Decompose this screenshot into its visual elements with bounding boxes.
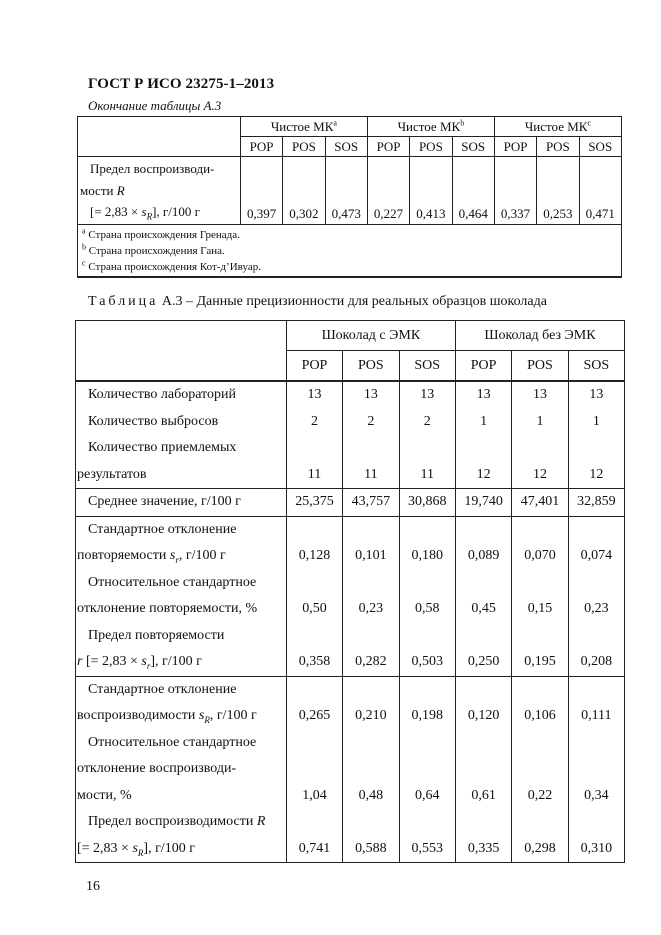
table1-subheader: POS	[410, 137, 452, 157]
table2-subheader: POP	[455, 351, 511, 382]
row-label: отклонение воспроизводи-	[76, 756, 287, 783]
table2-caption: Таблица А.3 – Данные прецизионности для реальных образцов шоколада	[88, 294, 547, 309]
table1-value: 0,464	[452, 157, 494, 225]
cell: 19,740	[455, 489, 511, 517]
cell: 1,04	[286, 783, 342, 810]
cell: 13	[343, 381, 399, 409]
cell: 0,198	[399, 703, 455, 730]
table2-row-rsd-R	[76, 783, 625, 810]
table2-group-header-row	[76, 321, 625, 351]
cell: 0,180	[399, 543, 455, 570]
table1-subheader: POP	[494, 137, 536, 157]
cell: 11	[286, 462, 342, 489]
table2-row-labs	[76, 381, 625, 409]
row-label: Среднее значение, г/100 г	[76, 489, 287, 517]
cell: 0,120	[455, 703, 511, 730]
table2-row-r-limit-label	[76, 623, 625, 650]
table1-subheader: SOS	[579, 137, 621, 157]
table2-group-with-cbe: Шоколад с ЭМК	[286, 321, 455, 351]
row-label: Стандартное отклонение	[76, 516, 287, 543]
cell: 12	[568, 462, 624, 489]
cell: 0,588	[343, 836, 399, 863]
cell: 0,61	[455, 783, 511, 810]
table1-value: 0,253	[537, 157, 579, 225]
cell: 0,195	[512, 649, 568, 676]
cell: 13	[512, 381, 568, 409]
cell: 1	[568, 409, 624, 436]
document-title: ГОСТ Р ИСО 23275-1–2013	[88, 76, 275, 92]
table1-subheader: POS	[537, 137, 579, 157]
cell: 12	[455, 462, 511, 489]
cell: 0,45	[455, 596, 511, 623]
table1-footnotes	[78, 225, 622, 278]
table1-group-1: Чистое $МК^a$	[240, 117, 367, 137]
footnote-a: $^a$ Страна происхождения Гренада.	[82, 226, 240, 241]
row-label: [= $2,83 \times s_R$], г/100 г	[76, 836, 287, 863]
cell: 0,22	[512, 783, 568, 810]
cell: 0,106	[512, 703, 568, 730]
table2-row-rsd-R-label2	[76, 756, 625, 783]
row-label: Количество выбросов	[76, 409, 287, 436]
cell: 43,757	[343, 489, 399, 517]
table1-caption: Окончание таблицы А.3	[88, 98, 222, 113]
cell: 0,64	[399, 783, 455, 810]
table2-row-outliers	[76, 409, 625, 436]
table2-row-sr-label	[76, 516, 625, 543]
table2-row-R-limit-label	[76, 809, 625, 836]
cell: 0,58	[399, 596, 455, 623]
table1-subheader: POP	[240, 137, 282, 157]
table1-notes-row	[78, 225, 622, 278]
table2-group-without-cbe: Шоколад без ЭМК	[455, 321, 624, 351]
table1-value: 0,397	[240, 157, 282, 225]
cell: 0,50	[286, 596, 342, 623]
cell: 0,128	[286, 543, 342, 570]
table1-value: 0,413	[410, 157, 452, 225]
row-label: мости, %	[76, 783, 287, 810]
cell: 0,23	[568, 596, 624, 623]
cell: 47,401	[512, 489, 568, 517]
table2-row-rsd-r	[76, 596, 625, 623]
row-label: r [= $2,83 \times s_r$], г/100 г	[76, 649, 287, 676]
table2-subheader: SOS	[399, 351, 455, 382]
cell: 30,868	[399, 489, 455, 517]
table1-value: 0,227	[367, 157, 409, 225]
row-label: повторяемости $s_r$, г/100 г	[76, 543, 287, 570]
cell: 0,741	[286, 836, 342, 863]
cell: 11	[343, 462, 399, 489]
cell: 0,503	[399, 649, 455, 676]
table1-row-label: Предел воспроизводи- мости R [= $2,83 \times s_R$], г/100 г	[78, 157, 241, 225]
row-label: Предел повторяемости	[76, 623, 287, 650]
table2-subheader: POP	[286, 351, 342, 382]
row-label: Количество приемлемых	[76, 435, 287, 462]
cell: 13	[399, 381, 455, 409]
row-label: воспроизводимости $s_R$, г/100 г	[76, 703, 287, 730]
cell: 0,15	[512, 596, 568, 623]
table1-row-reproducibility-limit	[78, 157, 622, 225]
table2-row-sr	[76, 543, 625, 570]
cell: 0,070	[512, 543, 568, 570]
table2-subheader: SOS	[568, 351, 624, 382]
cell: 0,34	[568, 783, 624, 810]
cell: 0,310	[568, 836, 624, 863]
cell: 13	[286, 381, 342, 409]
table1-group-3: Чистое $МК^c$	[494, 117, 621, 137]
table2-row-r-limit	[76, 649, 625, 676]
table2-row-accepted	[76, 462, 625, 489]
row-label: отклонение повторяемости, %	[76, 596, 287, 623]
table2-row-rsd-r-label	[76, 570, 625, 597]
page-number: 16	[86, 879, 100, 894]
cell: 0,101	[343, 543, 399, 570]
cell: 2	[399, 409, 455, 436]
cell: 0,23	[343, 596, 399, 623]
table1-value: 0,302	[283, 157, 325, 225]
cell: 12	[512, 462, 568, 489]
cell: 0,298	[512, 836, 568, 863]
table2-row-accepted-label	[76, 435, 625, 462]
table2-row-sR	[76, 703, 625, 730]
cell: 0,074	[568, 543, 624, 570]
cell: 13	[455, 381, 511, 409]
cell: 0,358	[286, 649, 342, 676]
cell: 32,859	[568, 489, 624, 517]
table1-subheader: POS	[283, 137, 325, 157]
cell: 2	[286, 409, 342, 436]
table1-value: 0,337	[494, 157, 536, 225]
table1-group-header-row	[78, 117, 622, 137]
cell: 0,48	[343, 783, 399, 810]
footnote-c: $^c$ Страна происхождения Кот-д’Ивуар.	[82, 258, 261, 273]
table1-group-2: Чистое $МК^b$	[367, 117, 494, 137]
table1-value: 0,473	[325, 157, 367, 225]
cell: 11	[399, 462, 455, 489]
table2-subheader: POS	[512, 351, 568, 382]
table1-subheader: POP	[367, 137, 409, 157]
table2-row-R-limit	[76, 836, 625, 863]
cell: 0,250	[455, 649, 511, 676]
row-label: Предел воспроизводимости R	[76, 809, 287, 836]
table2-empty-corner	[76, 321, 287, 382]
row-label: Относительное стандартное	[76, 730, 287, 757]
cell: 0,208	[568, 649, 624, 676]
cell: 1	[455, 409, 511, 436]
table2-row-mean	[76, 489, 625, 517]
footnote-b: $^b$ Страна происхождения Гана.	[82, 242, 225, 257]
cell: 13	[568, 381, 624, 409]
table1-value: 0,471	[579, 157, 621, 225]
row-label: Стандартное отклонение	[76, 676, 287, 703]
cell: 0,553	[399, 836, 455, 863]
table2-row-sR-label	[76, 676, 625, 703]
table1-empty-corner	[78, 117, 241, 157]
cell: 0,111	[568, 703, 624, 730]
cell: 0,335	[455, 836, 511, 863]
cell: 1	[512, 409, 568, 436]
table1-subheader: SOS	[325, 137, 367, 157]
cell: 0,089	[455, 543, 511, 570]
table2-row-rsd-R-label1	[76, 730, 625, 757]
cell: 0,265	[286, 703, 342, 730]
table-a3-real-chocolate	[75, 320, 625, 863]
row-label: Относительное стандартное	[76, 570, 287, 597]
cell: 0,282	[343, 649, 399, 676]
cell: 2	[343, 409, 399, 436]
row-label: результатов	[76, 462, 287, 489]
table-a3-continuation	[77, 116, 622, 278]
cell: 0,210	[343, 703, 399, 730]
row-label: Количество лабораторий	[76, 381, 287, 409]
cell: 25,375	[286, 489, 342, 517]
table1-subheader: SOS	[452, 137, 494, 157]
table2-subheader: POS	[343, 351, 399, 382]
